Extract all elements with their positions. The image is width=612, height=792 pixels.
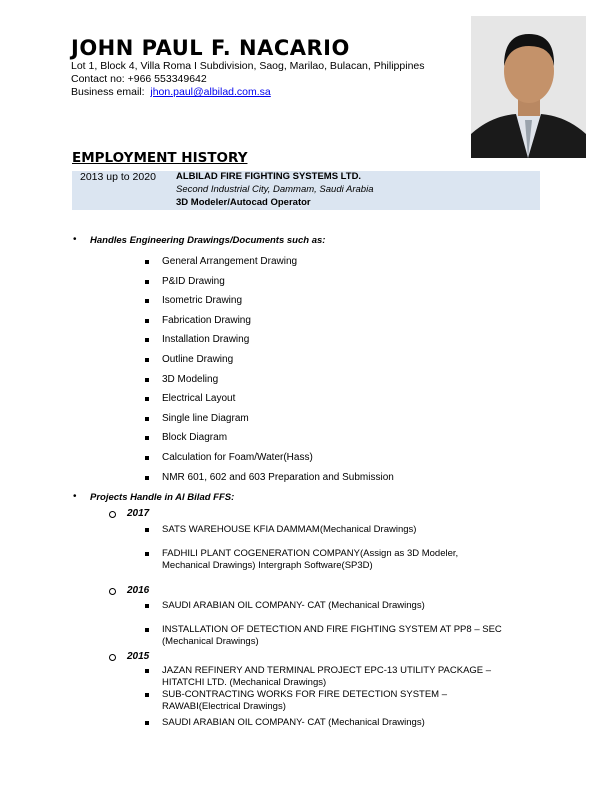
drawing-item: Outline Drawing [162,354,234,365]
drawing-item: Installation Drawing [162,334,250,346]
square-bullet-icon [145,280,149,284]
drawing-item: Isometric Drawing [162,295,243,307]
square-bullet-icon [145,456,149,460]
circle-bullet-icon [109,511,116,518]
square-bullet-icon [145,721,149,725]
circle-bullet-icon [109,654,116,661]
project-year: 2017 [127,508,150,519]
drawing-item: General Arrangement Drawing [162,256,298,267]
square-bullet-icon [145,338,149,342]
drawing-item: 3D Modeling [162,373,219,385]
employment-period: 2013 up to 2020 [80,171,156,183]
project-item: RAWABI(Electrical Drawings) [162,701,286,712]
project-year: 2015 [127,651,150,662]
drawing-item: Calculation for Foam/Water(Hass) [162,452,313,463]
square-bullet-icon [145,476,149,480]
project-item: Mechanical Drawings) Intergraph Software(SP3D) [162,560,373,571]
square-bullet-icon [145,358,149,362]
project-item: HITATCHI LTD. (Mechanical Drawings) [162,677,327,688]
circle-bullet-icon [109,588,116,595]
square-bullet-icon [145,378,149,382]
square-bullet-icon [145,604,149,608]
square-bullet-icon [145,552,149,556]
drawing-item: Electrical Layout [162,393,236,405]
project-item: FADHILI PLANT COGENERATION COMPANY(Assign as 3D Modeler, [162,548,459,559]
bullet-icon: • [73,234,77,245]
square-bullet-icon [145,417,149,421]
drawing-item: NMR 601, 602 and 603 Preparation and Submission [162,471,394,483]
drawings-heading: Handles Engineering Drawings/Documents such as: [90,235,326,246]
drawing-item: Block Diagram [162,432,228,444]
projects-heading: Projects Handle in Al Bilad FFS: [90,492,235,503]
company-location: Second Industrial City, Dammam, Saudi Arabia [176,184,374,195]
bullet-icon: • [73,491,77,502]
candidate-name: JOHN PAUL F. NACARIO [71,36,350,60]
square-bullet-icon [145,669,149,673]
square-bullet-icon [145,299,149,303]
drawing-item: P&ID Drawing [162,275,225,287]
project-year: 2016 [127,585,150,596]
square-bullet-icon [145,693,149,697]
company-name: ALBILAD FIRE FIGHTING SYSTEMS LTD. [176,171,362,182]
email-label: Business email: [71,86,145,98]
square-bullet-icon [145,397,149,401]
email-link[interactable]: jhon.paul@albilad.com.sa [150,86,271,98]
square-bullet-icon [145,528,149,532]
contact-number: Contact no: +966 553349642 [71,73,207,85]
project-item: SAUDI ARABIAN OIL COMPANY- CAT (Mechanical Drawings) [162,717,425,728]
project-item: JAZAN REFINERY AND TERMINAL PROJECT EPC-13 UTILITY PACKAGE – [162,665,492,676]
employment-heading: EMPLOYMENT HISTORY [72,150,248,166]
project-item: INSTALLATION OF DETECTION AND FIRE FIGHTING SYSTEM AT PP8 – SEC [162,624,502,635]
square-bullet-icon [145,260,149,264]
address: Lot 1, Block 4, Villa Roma I Subdivision, Saog, Marilao, Bulacan, Philippines [71,60,425,72]
square-bullet-icon [145,628,149,632]
job-role: 3D Modeler/Autocad Operator [176,197,311,208]
drawing-item: Fabrication Drawing [162,314,251,326]
square-bullet-icon [145,319,149,323]
project-item: SATS WAREHOUSE KFIA DAMMAM(Mechanical Drawings) [162,524,417,535]
email-row [71,86,271,98]
project-item: SAUDI ARABIAN OIL COMPANY- CAT (Mechanical Drawings) [162,600,425,611]
profile-photo [471,16,586,158]
square-bullet-icon [145,436,149,440]
project-item: SUB-CONTRACTING WORKS FOR FIRE DETECTION SYSTEM – [162,689,448,700]
project-item: (Mechanical Drawings) [162,636,259,647]
drawing-item: Single line Diagram [162,412,249,424]
